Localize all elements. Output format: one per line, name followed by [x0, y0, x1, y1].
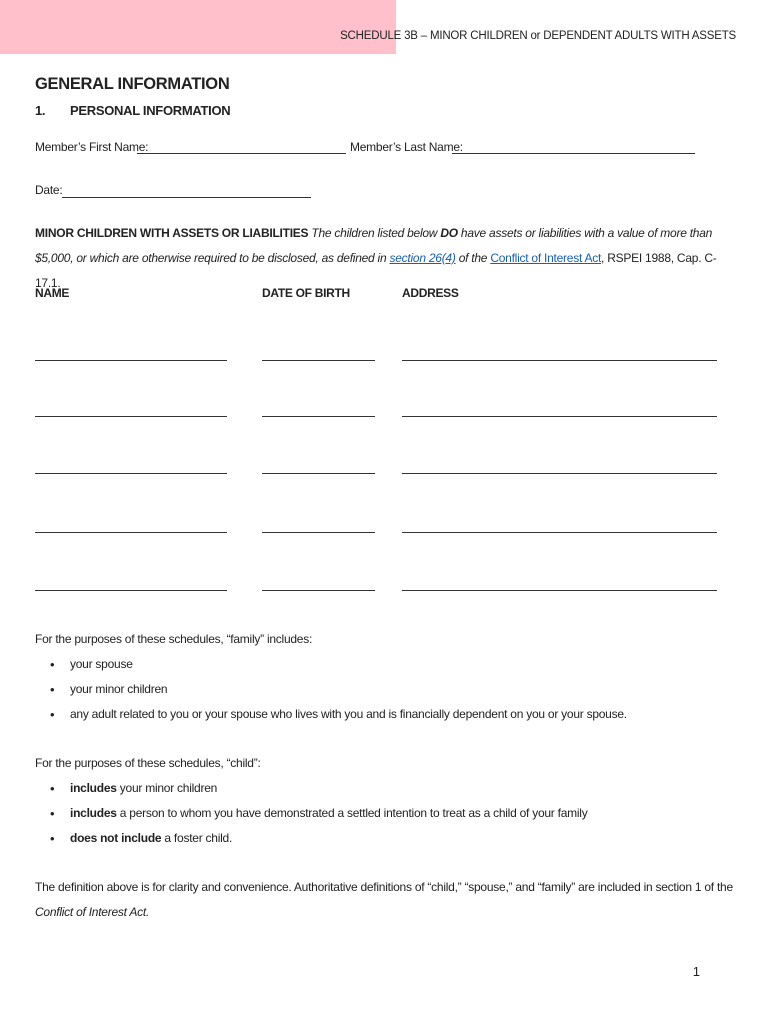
address-field-row-5[interactable]: [402, 590, 717, 591]
dob-field-row-2[interactable]: [262, 416, 375, 417]
column-header-date-of-birth: DATE OF BIRTH: [262, 286, 350, 300]
list-item: [35, 801, 587, 826]
conflict-of-interest-act-link[interactable]: Conflict of Interest Act: [490, 251, 602, 265]
last-name-field[interactable]: [452, 153, 695, 154]
do-emphasis: DO: [440, 226, 458, 240]
last-name-label: Member’s Last Name:: [350, 140, 463, 154]
list-item: [35, 776, 587, 801]
definition-note-end: .: [145, 905, 150, 919]
list-item: [35, 826, 587, 851]
general-information-heading: GENERAL INFORMATION: [35, 75, 230, 93]
address-field-row-2[interactable]: [402, 416, 717, 417]
list-item: • your minor children: [35, 677, 627, 702]
address-field-row-1[interactable]: [402, 360, 717, 361]
name-field-row-3[interactable]: [35, 473, 227, 474]
section-number: 1.: [35, 103, 46, 118]
name-field-row-5[interactable]: [35, 590, 227, 591]
list-item-emphasis: does not include: [70, 831, 162, 845]
list-item-text: a foster child.: [161, 831, 233, 845]
dob-field-row-5[interactable]: [262, 590, 375, 591]
minor-children-paragraph: [35, 221, 740, 296]
list-item: • your spouse: [35, 652, 627, 677]
column-header-address: ADDRESS: [402, 286, 459, 300]
child-definition-list: [35, 776, 587, 851]
dob-field-row-1[interactable]: [262, 360, 375, 361]
dob-field-row-4[interactable]: [262, 532, 375, 533]
page-number: 1: [692, 964, 700, 979]
definition-note: [35, 875, 740, 925]
dob-field-row-3[interactable]: [262, 473, 375, 474]
minor-children-text-4: , RSPEI 1988, Cap. C-17.1.: [35, 251, 717, 290]
list-item-text: your minor children: [116, 781, 218, 795]
list-item-emphasis: includes: [70, 806, 117, 820]
column-header-name: NAME: [35, 286, 70, 300]
definition-note-text: The definition above is for clarity and convenience. Authoritative definitions of “child,” “spouse,” and “family” are included in section 1 of the: [35, 880, 733, 894]
minor-children-text-1: The children listed below: [311, 226, 438, 240]
list-item: • any adult related to you or your spouse who lives with you and is financially dependent on you or your spouse.: [35, 702, 627, 727]
name-field-row-1[interactable]: [35, 360, 227, 361]
definition-note-act: Conflict of Interest Act: [35, 905, 146, 919]
family-definition-list: [35, 652, 627, 727]
family-definition-intro: For the purposes of these schedules, “family” includes:: [35, 632, 313, 646]
first-name-field[interactable]: [137, 153, 346, 154]
personal-information-heading: PERSONAL INFORMATION: [70, 103, 231, 118]
list-item-emphasis: includes: [70, 781, 117, 795]
schedule-title: SCHEDULE 3B – MINOR CHILDREN or DEPENDENT ADULTS WITH ASSETS: [340, 30, 736, 42]
minor-children-text-3: of the: [458, 251, 488, 265]
section-26-4-link[interactable]: section 26(4): [389, 251, 456, 265]
name-field-row-4[interactable]: [35, 532, 227, 533]
name-field-row-2[interactable]: [35, 416, 227, 417]
date-field[interactable]: [62, 197, 311, 198]
header-accent-block: [0, 0, 396, 54]
address-field-row-4[interactable]: [402, 532, 717, 533]
child-definition-intro: For the purposes of these schedules, “child”:: [35, 756, 261, 770]
minor-children-heading: MINOR CHILDREN WITH ASSETS OR LIABILITIES: [35, 226, 309, 240]
minor-children-text-2: have assets or liabilities with a value of more than $5,000, or which are otherwise required to be disclosed, as defined in: [35, 226, 713, 265]
address-field-row-3[interactable]: [402, 473, 717, 474]
list-item-text: a person to whom you have demonstrated a settled intention to treat as a child of your family: [116, 806, 588, 820]
date-label: Date:: [35, 183, 63, 197]
first-name-label: Member’s First Name:: [35, 140, 149, 154]
